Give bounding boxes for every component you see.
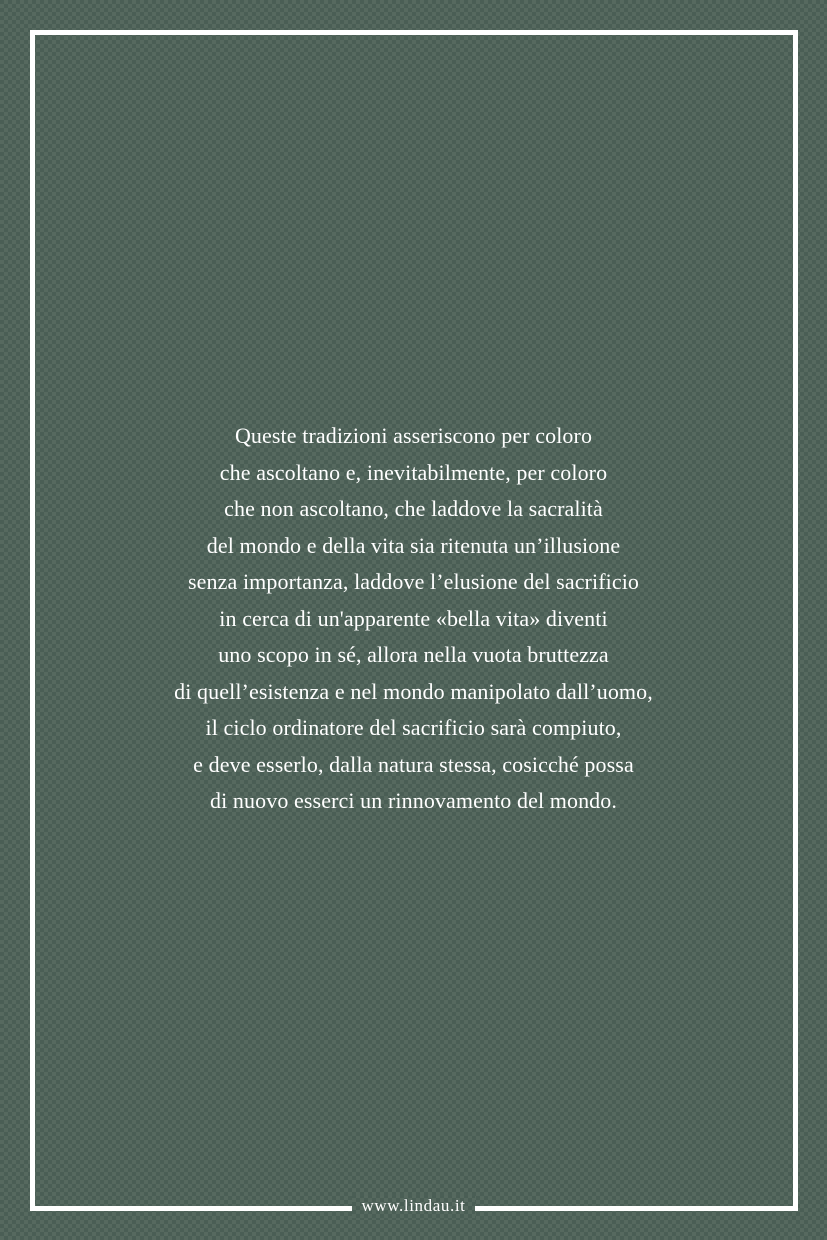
quote-line: di quell’esistenza e nel mondo manipolato dall’uomo, bbox=[174, 678, 653, 704]
quote-line: Queste tradizioni asseriscono per coloro bbox=[234, 423, 593, 448]
quote-line: uno scopo in sé, allora nella vuota bruttezza bbox=[218, 642, 609, 667]
quote-line: e deve esserlo, dalla natura stessa, cosicché possa bbox=[193, 751, 634, 777]
quote-line: senza importanza, laddove l’elusione del sacrificio bbox=[187, 569, 640, 594]
quote-line: in cerca di un'apparente «bella vita» diventi bbox=[219, 605, 608, 631]
website-url: www.lindau.it bbox=[352, 1194, 476, 1218]
quote-line: il ciclo ordinatore del sacrificio sarà compiuto, bbox=[205, 715, 622, 740]
footer bbox=[0, 1194, 827, 1218]
quote-line: che ascoltano e, inevitabilmente, per coloro bbox=[219, 459, 608, 485]
quote-line: del mondo e della vita sia ritenuta un’illusione bbox=[206, 532, 621, 558]
quote-line: che non ascoltano, che laddove la sacralità bbox=[224, 496, 603, 521]
quote-text-block bbox=[60, 418, 767, 820]
quote-line: di nuovo esserci un rinnovamento del mondo. bbox=[210, 788, 617, 813]
